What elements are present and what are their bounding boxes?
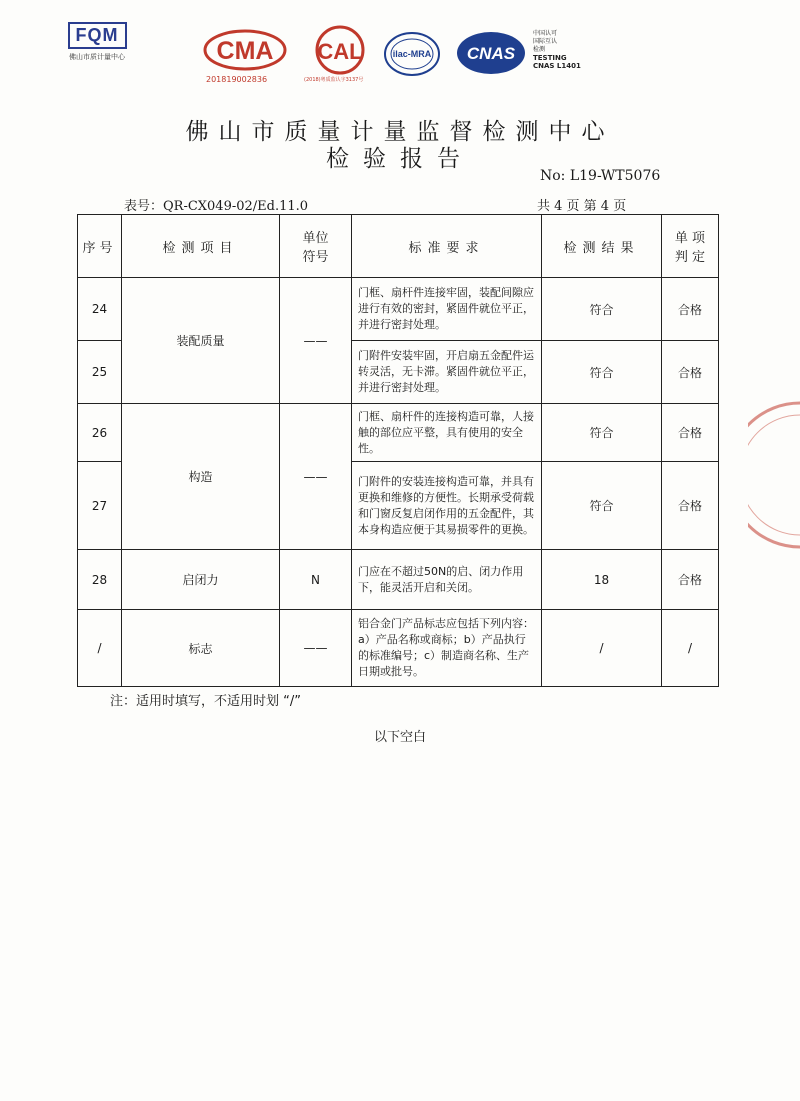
- cal-logo-text: CAL: [317, 39, 363, 64]
- row-requirement: 门附件安装牢固，开启扇五金配件运转灵活，无卡滞。紧固件就位平正，并进行密封处理。: [352, 341, 542, 404]
- row-no: 28: [78, 550, 122, 610]
- cnas-line-5: CNAS L1401: [533, 62, 581, 70]
- table-row: [78, 610, 719, 687]
- fqm-caption: 佛山市质计量中心: [69, 53, 125, 61]
- row-judge: 合格: [662, 550, 719, 610]
- cnas-line-4: TESTING: [533, 54, 567, 62]
- row-result: /: [542, 610, 662, 687]
- cnas-line-1: 中国认可: [533, 30, 558, 37]
- cnas-line-3: 检测: [533, 46, 546, 53]
- col-header-unit-line2: 符号: [302, 250, 329, 265]
- col-header-judge-line2: 判 定: [674, 250, 706, 265]
- form-number: 表号：QR-CX049-02/Ed.11.0: [124, 199, 309, 214]
- table-header-row: [78, 215, 719, 278]
- row-requirement: 门应在不超过50N的启、闭力作用下，能灵活开启和关闭。: [352, 550, 542, 610]
- report-subtitle: 检验报告: [326, 146, 474, 172]
- inspection-table: [77, 214, 719, 687]
- row-judge: 合格: [662, 278, 719, 341]
- table-row: [78, 550, 719, 610]
- row-unit: N: [280, 550, 352, 610]
- row-judge: 合格: [662, 341, 719, 404]
- col-header-requirement: 标准要求: [352, 215, 542, 278]
- col-header-unit: [280, 215, 352, 278]
- table-row: [78, 404, 719, 462]
- cal-caption: (2018)粤质监认字3137号: [304, 77, 364, 83]
- ilac-logo-text: ilac-MRA: [392, 49, 432, 59]
- stamp-seal-icon: [748, 395, 800, 555]
- cnas-line-2: 国际互认: [533, 38, 558, 45]
- col-header-unit-line1: 单位: [302, 231, 329, 246]
- row-requirement: 门框、扇杆件连接牢固，装配间隙应进行有效的密封，紧固件就位平正，并进行密封处理。: [352, 278, 542, 341]
- report-number: No: L19-WT5076: [540, 168, 661, 184]
- col-header-judge-line1: 单 项: [674, 231, 706, 246]
- cnas-caption: [533, 30, 581, 70]
- row-result: 符合: [542, 278, 662, 341]
- col-header-no: 序号: [78, 215, 122, 278]
- row-no: 25: [78, 341, 122, 404]
- row-item: 启闭力: [122, 550, 280, 610]
- col-header-judge: [662, 215, 719, 278]
- col-header-item: 检测项目: [122, 215, 280, 278]
- col-header-result: 检测结果: [542, 215, 662, 278]
- cma-caption: 201819002836: [206, 75, 268, 84]
- row-judge: 合格: [662, 462, 719, 550]
- row-item: 装配质量: [122, 278, 280, 404]
- row-judge: 合格: [662, 404, 719, 462]
- row-no: 27: [78, 462, 122, 550]
- table-row: [78, 278, 719, 341]
- row-judge: /: [662, 610, 719, 687]
- row-no: /: [78, 610, 122, 687]
- cnas-logo-text: CNAS: [466, 44, 516, 63]
- page-indicator: 共 4 页 第 4 页: [537, 199, 627, 214]
- row-unit: ——: [280, 610, 352, 687]
- row-no: 24: [78, 278, 122, 341]
- row-result: 符合: [542, 341, 662, 404]
- fqm-logo-text: FQM: [68, 22, 127, 49]
- row-item: 标志: [122, 610, 280, 687]
- footnote: 注：适用时填写，不适用时划 “/”: [110, 694, 301, 709]
- row-result: 符合: [542, 462, 662, 550]
- row-requirement: 门框、扇杆件的连接构造可靠，人接触的部位应平整，具有使用的安全性。: [352, 404, 542, 462]
- row-requirement: 铝合金门产品标志应包括下列内容：a）产品名称或商标；b）产品执行的标准编号；c）制造商名称、生产日期或批号。: [352, 610, 542, 687]
- row-requirement: 门附件的安装连接构造可靠，并具有更换和维修的方便性。长期承受荷载和门窗反复启闭作用的五金配件，其本身构造应便于其易损零件的更换。: [352, 462, 542, 550]
- report-title: 佛山市质量计量监督检测中心: [185, 119, 615, 145]
- fqm-logo: [62, 22, 132, 62]
- row-unit: ——: [280, 404, 352, 550]
- cal-logo: [305, 25, 375, 83]
- cnas-logo: [455, 30, 527, 76]
- blank-below-text: 以下空白: [373, 730, 426, 745]
- row-unit: ——: [280, 278, 352, 404]
- row-result: 18: [542, 550, 662, 610]
- row-result: 符合: [542, 404, 662, 462]
- cma-logo-text: CMA: [216, 37, 274, 65]
- row-no: 26: [78, 404, 122, 462]
- ilac-mra-logo: [383, 30, 441, 78]
- row-item: 构造: [122, 404, 280, 550]
